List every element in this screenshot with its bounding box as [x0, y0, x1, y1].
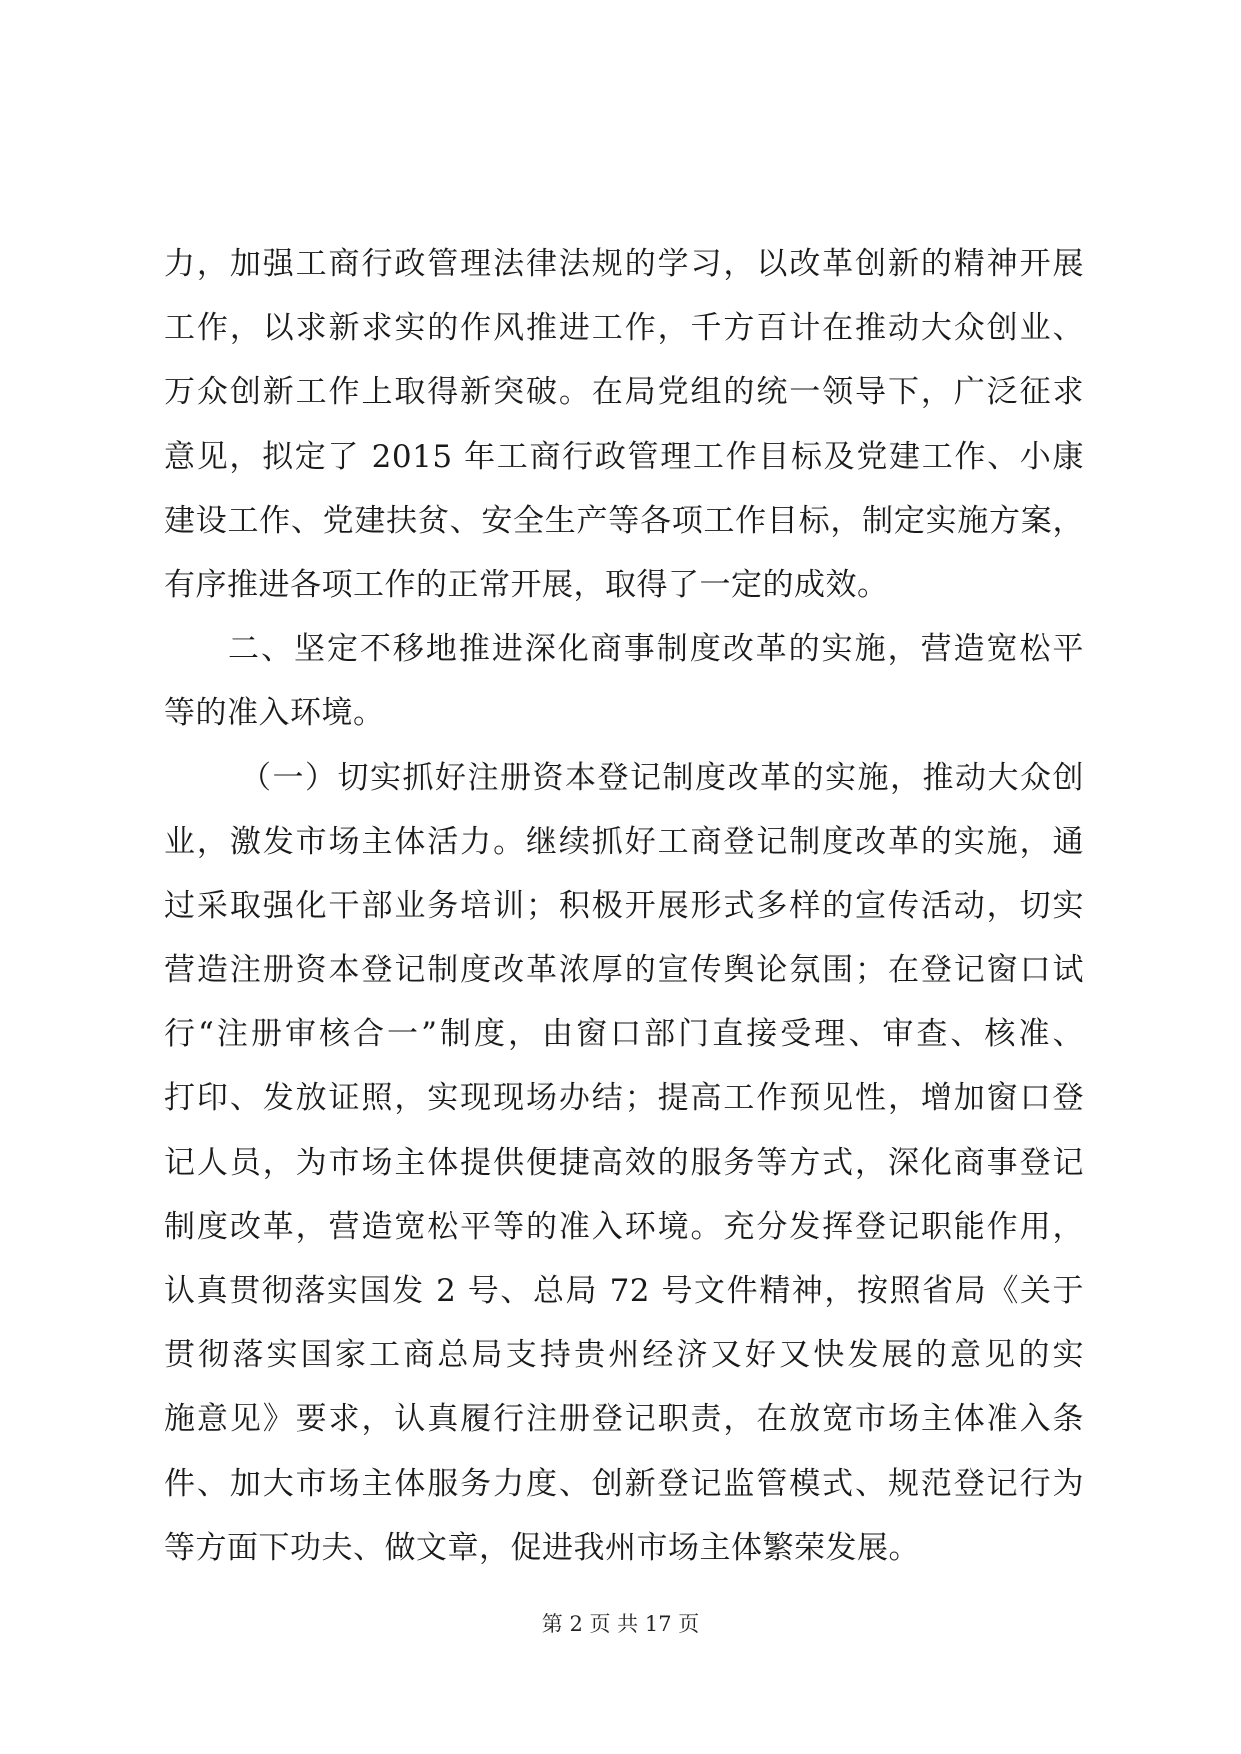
text-line: 件、加大市场主体服务力度、创新登记监管模式、规范登记行为 — [164, 1465, 1084, 1502]
text-line: 有序推进各项工作的正常开展，取得了一定的成效。 — [164, 566, 889, 603]
body-text — [164, 232, 1084, 1580]
text-line: 力，加强工商行政管理法律法规的学习，以改革创新的精神开展 — [164, 246, 1084, 282]
text-line: 行“注册审核合一”制度，由窗口部门直接受理、审查、核准、 — [164, 1016, 1084, 1053]
text-line: 等方面下功夫、做文章，促进我州市场主体繁荣发展。 — [164, 1529, 920, 1566]
text-line: 意见，拟定了 2015 年工商行政管理工作目标及党建工作、小康 — [164, 438, 1084, 475]
page-number: 第 2 页 共 17 页 — [541, 1612, 700, 1636]
text-line: 工作，以求新求实的作风推进工作，千方百计在推动大众创业、 — [164, 310, 1084, 347]
text-line: 记人员，为市场主体提供便捷高效的服务等方式，深化商事登记 — [164, 1144, 1084, 1181]
text-line: 施意见》要求，认真履行注册登记职责，在放宽市场主体准入条 — [164, 1401, 1084, 1438]
text-line: 建设工作、党建扶贫、安全生产等各项工作目标，制定实施方案， — [164, 502, 1084, 539]
text-line: 认真贯彻落实国发 2 号、总局 72 号文件精神，按照省局《关于 — [164, 1273, 1084, 1309]
text-line: 营造注册资本登记制度改革浓厚的宣传舆论氛围；在登记窗口试 — [164, 952, 1084, 989]
text-line: 业，激发市场主体活力。继续抓好工商登记制度改革的实施，通 — [164, 823, 1084, 860]
text-line: 贯彻落实国家工商总局支持贵州经济又好又快发展的意见的实 — [164, 1337, 1084, 1374]
text-line: 过采取强化干部业务培训；积极开展形式多样的宣传活动，切实 — [164, 887, 1084, 924]
text-line: 万众创新工作上取得新突破。在局党组的统一领导下，广泛征求 — [164, 374, 1084, 411]
section-heading-line: 等的准入环境。 — [164, 695, 385, 732]
section-heading-line: 二、坚定不移地推进深化商事制度改革的实施，营造宽松平 — [228, 631, 1084, 668]
text-line: 制度改革，营造宽松平等的准入环境。充分发挥登记职能作用， — [164, 1208, 1084, 1245]
text-line: 打印、发放证照，实现现场办结；提高工作预见性，增加窗口登 — [164, 1080, 1084, 1117]
subsection-heading-line: （一）切实抓好注册资本登记制度改革的实施，推动大众创 — [240, 759, 1084, 796]
